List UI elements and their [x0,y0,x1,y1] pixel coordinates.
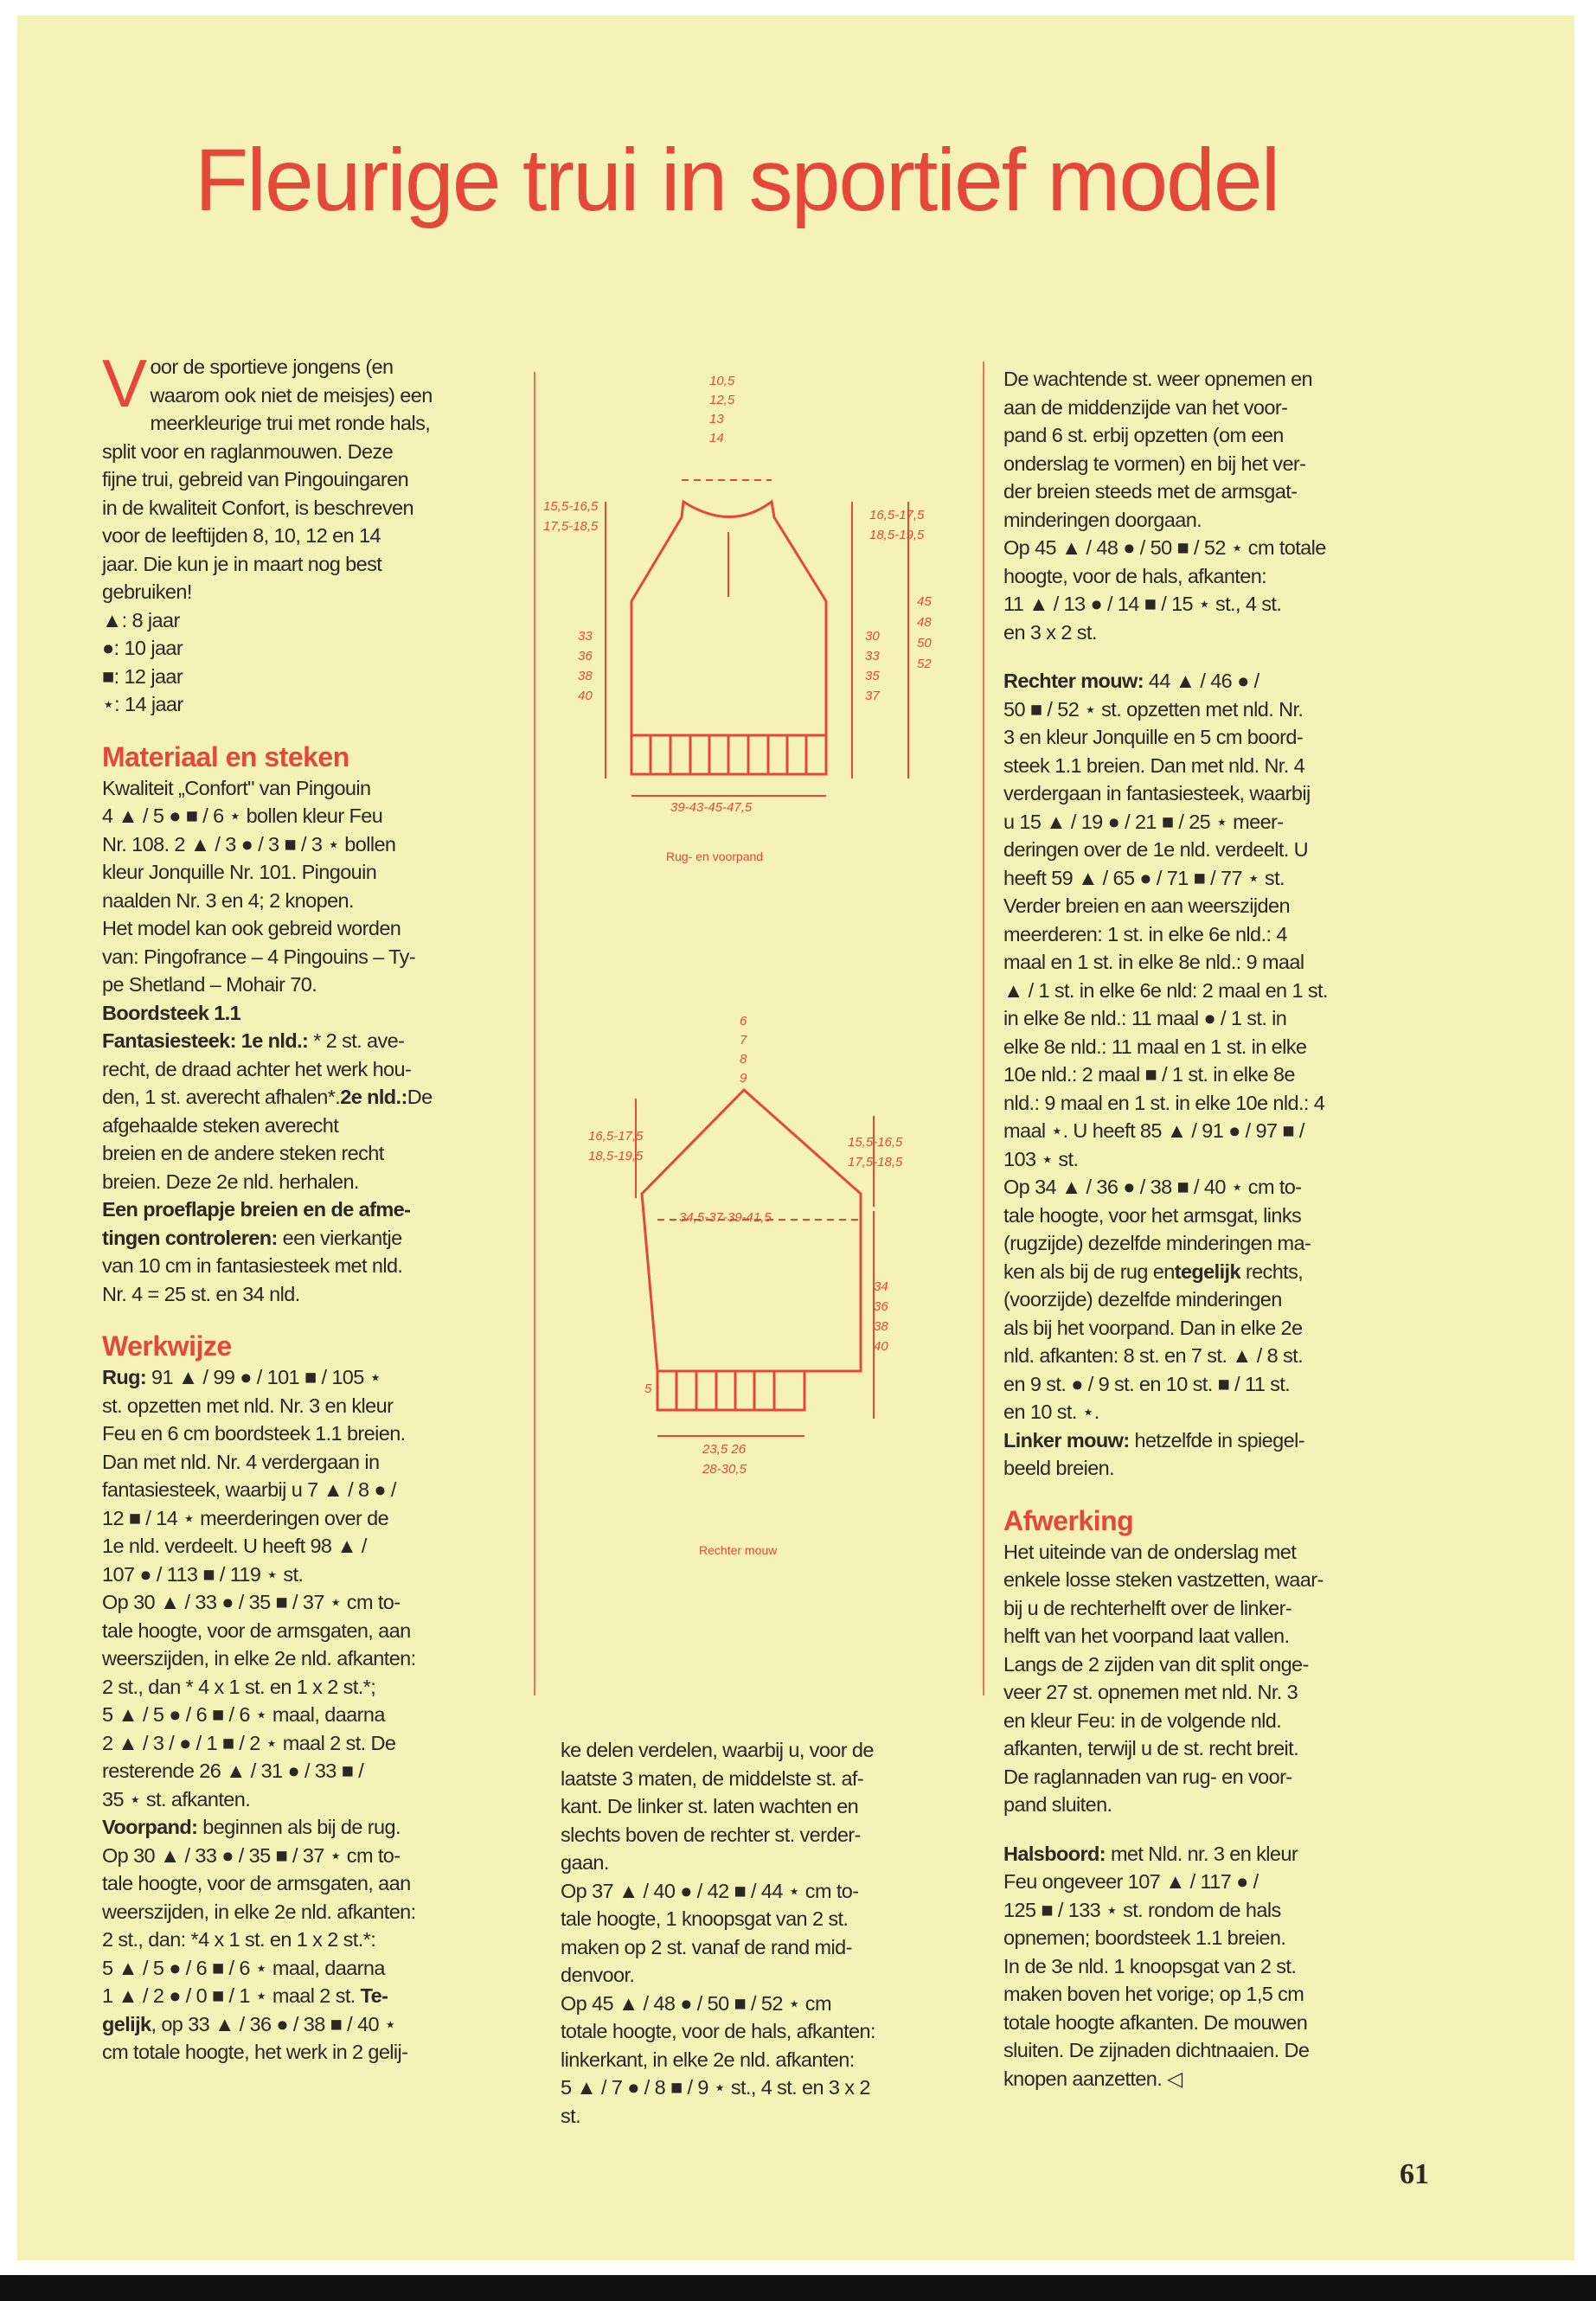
sleeve-top-label-1: 6 [740,1014,747,1029]
text-line: oor de sportieve jongens (en [150,356,394,378]
sleeve-width-label: 34,5-37-39-41,5 [679,1210,772,1225]
body-top-label-4: 14 [709,431,724,445]
body-top-label-2: 12,5 [709,393,735,407]
text-line: 107 ● / 113 ■ / 119 ⋆ st. [102,1562,304,1586]
text-line: en kleur Feu: in de volgende nld. [1003,1708,1282,1732]
sleeve-right-label-2: 17,5-18,5 [848,1155,903,1170]
sleeve-height-4: 40 [874,1339,888,1354]
text-line: ken als bij de rug en [1003,1259,1175,1283]
tegelijk-label: Te- [360,1984,388,2007]
text-line: In de 3e nld. 1 knoopsgat van 2 st. [1003,1954,1297,1977]
text-line: meerderen: 1 st. in elke 6e nld.: 4 [1003,922,1287,945]
text-line: 11 ▲ / 13 ● / 14 ■ / 15 ⋆ st., 4 st. [1003,593,1282,615]
text-line: weerszijden, in elke 2e nld. afkanten: [102,1900,416,1923]
sleeve-top-label-2: 7 [740,1033,747,1048]
body-right-height-1: 30 [865,629,880,644]
text-line: 3 en kleur Jonquille en 5 cm boord- [1003,726,1304,748]
drop-cap: V [102,345,147,421]
text-line: pe Shetland – Mohair 70. [102,973,317,996]
text-line: Het uiteinde van de onderslag met [1003,1540,1297,1563]
text-line: onderslag te vormen) en bij het ver- [1003,452,1306,475]
text-line: De wachtende st. weer opnemen en [1003,368,1313,390]
sleeve-cuff-label: 5 [644,1381,652,1396]
body-top-label-3: 13 [709,412,724,426]
text-line: Kwaliteit „Confort" van Pingouin [102,776,371,799]
text-line: Dan met nld. Nr. 4 verdergaan in [102,1450,380,1473]
text-line: steek 1.1 breien. Dan met nld. Nr. 4 [1003,753,1305,777]
text-line: recht, de draad achter het werk hou- [102,1057,412,1080]
text-line: bij u de rechterhelft over de linker- [1003,1596,1292,1619]
text-line: beeld breien. [1003,1457,1115,1479]
body-left-height-1: 33 [578,629,593,644]
text-line: Verder breien en aan weerszijden [1003,894,1290,917]
text-line: beginnen als bij de rug. [197,1816,401,1838]
text-line: kant. De linker st. laten wachten en [561,1795,859,1817]
text-line: pand sluiten. [1003,1793,1112,1816]
text-line: en 3 x 2 st. [1003,620,1097,644]
text-line: 35 ⋆ st. afkanten. [102,1787,251,1811]
sleeve-height-3: 38 [874,1319,888,1334]
text-line: split voor en raglanmouwen. Deze [102,439,394,463]
text-line: en 9 st. ● / 9 st. en 10 st. ■ / 11 st. [1003,1372,1291,1395]
text-line: Op 34 ▲ / 36 ● / 38 ■ / 40 ⋆ cm to- [1003,1176,1302,1198]
text-line: ▲ / 1 st. in elke 6e nld: 2 maal en 1 st. [1003,978,1328,1002]
text-line: ⋆: 14 jaar [102,693,183,715]
text-line: slechts boven de rechter st. verder- [561,1823,861,1846]
text-line: Nr. 4 = 25 st. en 34 nld. [102,1282,300,1305]
fantasie-2e-label: 2e nld.: [340,1086,407,1108]
body-left-height-2: 36 [578,649,593,663]
voorpand-label: Voorpand: [102,1816,198,1838]
text-line: nld. afkanten: 8 st. en 7 st. ▲ / 8 st. [1003,1344,1304,1367]
text-line: denvoor. [561,1964,635,1986]
text-line: (rugzijde) dezelfde minderingen ma- [1003,1232,1311,1254]
text-line: elke 8e nld.: 11 maal en 1 st. in elke [1003,1035,1307,1058]
text-line: 2 st., dan: *4 x 1 st. en 1 x 2 st.*: [102,1928,376,1951]
text-line: u 15 ▲ / 19 ● / 21 ■ / 25 ⋆ meer- [1003,810,1284,833]
page-title: Fleurige trui in sportief model [195,131,1279,229]
text-line: pand 6 st. erbij opzetten (om een [1003,424,1284,446]
text-line: De afgehaalde steken averecht [102,1086,433,1137]
text-line: kleur Jonquille Nr. 101. Pingouin [102,861,377,883]
body-top-label-1: 10,5 [709,374,735,388]
text-line: tale hoogte, voor het armsgat, links [1003,1203,1302,1227]
text-line: 125 ■ / 133 ⋆ st. rondom de hals [1003,1898,1281,1921]
boordsteek-label: Boordsteek 1.1 [102,1001,241,1024]
body-right-label-2: 18,5-19,5 [869,528,925,542]
text-line: laatste 3 maten, de middelste st. af- [561,1766,864,1790]
text-line: ■: 12 jaar [102,664,183,688]
body-height-3: 50 [917,636,932,651]
sleeve-bottom-label-2: 28-30,5 [702,1462,747,1477]
text-line: 5 ▲ / 7 ● / 8 ■ / 9 ⋆ st., 4 st. en 3 x 2 [561,2076,870,2099]
body-left-label-2: 17,5-18,5 [543,519,599,534]
text-line: aan de middenzijde van het voor- [1003,395,1288,419]
text-line: afkanten, terwijl u de st. recht breit. [1003,1737,1299,1759]
text-line: van: Pingofrance – 4 Pingouins – Ty- [102,945,416,968]
body-right-height-3: 35 [865,669,880,683]
text-line: hetzelfde in spiegel- [1129,1428,1304,1452]
text-line: 91 ▲ / 99 ● / 101 ■ / 105 ⋆ [146,1366,381,1388]
text-line: den, 1 st. averecht afhalen*. [102,1086,341,1108]
text-line: st. opzetten met nld. Nr. 3 en kleur [102,1394,394,1417]
text-line: Op 45 ▲ / 48 ● / 50 ■ / 52 ⋆ cm totale [1003,536,1326,559]
text-line: tale hoogte, voor de armsgaten, aan [102,1618,411,1642]
text-line: Op 30 ▲ / 33 ● / 35 ■ / 37 ⋆ cm to- [102,1591,401,1613]
sleeve-top-label-3: 8 [740,1052,747,1067]
text-line: fantasiesteek, waarbij u 7 ▲ / 8 ● / [102,1478,396,1501]
halsboord-label: Halsboord: [1003,1842,1106,1865]
sleeve-bottom-label-1: 23,5 26 [702,1442,747,1457]
text-line: 2 ▲ / 3 / ● / 1 ■ / 2 ⋆ maal 2 st. De [102,1731,396,1754]
text-line: (voorzijde) dezelfde minderingen [1003,1288,1282,1311]
body-right-height-4: 37 [865,689,880,703]
text-line: Op 45 ▲ / 48 ● / 50 ■ / 52 ⋆ cm [561,1991,831,2015]
text-line: heeft 59 ▲ / 65 ● / 71 ■ / 77 ⋆ st. [1003,866,1285,889]
body-left-height-4: 40 [578,689,593,703]
body-height-2: 48 [917,615,932,630]
text-line: rechts, [1240,1259,1304,1283]
text-line: breien. Deze 2e nld. herhalen. [102,1170,359,1193]
page-number: 61 [1400,2158,1429,2190]
sleeve-caption: Rechter mouw [699,1543,778,1557]
text-line: jaar. Die kun je in maart nog best [102,552,382,575]
materiaal-heading: Materiaal en steken [102,740,349,772]
voorpand-text: Voorpand: beginnen als bij de rug. Op 30 ▲ / 33 ● / 35 ■ / 37 ⋆ cm to- tale hoogte, voor de armsgaten, aan weerszijden, in elke 2e nld. afkanten: 2 st., dan: *4 x 1 st. en 1 x 2 st.*: 5 ▲ / 5 ● / 6 ■ / 6 ⋆ maal, daarna 1 ▲ / 2 ● / 0 ■ / 1 ⋆ maal 2 st. Te- gelijk, op 33 ▲ / 36 ● / 38 ■ / 40 ⋆ cm totale hoogte, het werk in 2 gelij- [102,1816,416,2063]
text-line: maal ⋆. U heeft 85 ▲ / 91 ● / 97 ■ / [1003,1119,1304,1142]
text-line: naalden Nr. 3 en 4; 2 knopen. [102,888,354,912]
text-line: 4 ▲ / 5 ● ■ / 6 ⋆ bollen kleur Feu [102,804,383,827]
proeflapje-label: Een proeflapje breien en de afme- tingen controleren: [102,1198,411,1249]
text-line: knopen aanzetten. ◁ [1003,2067,1183,2090]
text-line: totale hoogte, voor de hals, afkanten: [561,2020,875,2042]
body-height-4: 52 [917,657,932,671]
fantasiesteek-label: Fantasiesteek: 1e nld.: [102,1029,309,1052]
sleeve-height-2: 36 [874,1299,888,1314]
text-line: De raglannaden van rug- en voor- [1003,1765,1292,1788]
sleeve-left-label-2: 18,5-19,5 [588,1149,644,1163]
text-line: 5 ▲ / 5 ● / 6 ■ / 6 ⋆ maal, daarna [102,1956,385,1979]
text-line: sluiten. De zijnaden dichtnaaien. De [1003,2039,1310,2061]
body-diagram [606,480,908,796]
text-line: der breien steeds met de armsgat- [1003,480,1298,503]
text-line: gaan. [561,1851,609,1874]
text-line: 1e nld. verdeelt. U heeft 98 ▲ / [102,1535,367,1557]
text-line: voor de leeftijden 8, 10, 12 en 14 [102,524,381,547]
text-line: nld.: 9 maal en 1 st. in elke 10e nld.: 4 [1003,1091,1325,1114]
text-line: 1 ▲ / 2 ● / 0 ■ / 1 ⋆ maal 2 st. [102,1984,356,2007]
text-line: Langs de 2 zijden van dit split onge- [1003,1652,1309,1676]
afwerking-heading: Afwerking [1003,1504,1134,1536]
text-line: 44 ▲ / 46 ● / [1143,670,1259,692]
text-line: en 10 st. ⋆. [1003,1400,1099,1423]
text-line: verdergaan in fantasiesteek, waarbij [1003,782,1311,804]
sleeve-right-label-1: 15,5-16,5 [848,1135,903,1150]
text-line: hoogte, voor de hals, afkanten: [1003,564,1267,587]
text-line: fijne trui, gebreid van Pingouingaren [102,468,409,490]
text-line: tale hoogte, voor de armsgaten, aan [102,1872,411,1894]
sleeve-diagram [636,1090,874,1436]
text-line: 103 ⋆ st. [1003,1147,1079,1170]
body-width-label: 39-43-45-47,5 [670,800,753,815]
text-line: maal en 1 st. in elke 8e nld.: 9 maal [1003,951,1304,973]
sleeve-top-label-4: 9 [740,1071,747,1086]
body-caption: Rug- en voorpand [666,849,764,863]
text-line: een vierkantje [277,1226,402,1249]
text-line: waarom ook niet de meisjes) een [150,383,433,407]
text-line: 10e nld.: 2 maal ■ / 1 st. in elke 8e [1003,1063,1295,1086]
sleeve-left-label-1: 16,5-17,5 [588,1129,644,1144]
linker-mouw-label: Linker mouw: [1003,1428,1130,1452]
text-line: opnemen; boordsteek 1.1 breien. [1003,1926,1286,1949]
text-line: ▲: 8 jaar [102,608,180,631]
tegelijk-label: tegelijk [1174,1259,1240,1283]
text-line: als bij het voorpand. Dan in elke 2e [1003,1316,1303,1339]
text-line: veer 27 st. opnemen met nld. Nr. 3 [1003,1681,1298,1703]
text-line: Nr. 108. 2 ▲ / 3 ● / 3 ■ / 3 ⋆ bollen [102,832,396,856]
body-right-label-1: 16,5-17,5 [869,508,925,522]
text-line: Het model kan ook gebreid worden [102,917,401,939]
tegelijk-word: gelijk [102,2012,151,2035]
text-line: Op 30 ▲ / 33 ● / 35 ■ / 37 ⋆ cm to- [102,1843,401,1867]
text-line: van 10 cm in fantasiesteek met nld. [102,1254,403,1277]
text-line: 2 st., dan * 4 x 1 st. en 1 x 2 st.*; [102,1675,376,1698]
text-line: * 2 st. ave- [308,1029,405,1052]
text-line: breien en de andere steken recht [102,1142,384,1164]
text-line: in de kwaliteit Confort, is beschreven [102,496,413,519]
text-line: in elke 8e nld.: 11 maal ● / 1 st. in [1003,1007,1287,1029]
text-line: maken boven het vorige; op 1,5 cm [1003,1983,1304,2005]
text-line: maken op 2 st. vanaf de rand mid- [561,1935,852,1958]
text-line: totale hoogte afkanten. De mouwen [1003,2010,1308,2034]
text-line: Feu ongeveer 107 ▲ / 117 ● / [1003,1870,1259,1893]
body-right-height-2: 33 [865,649,880,663]
text-line: helft van het voorpand laat vallen. [1003,1625,1290,1647]
text-line: tale hoogte, 1 knoopsgat van 2 st. [561,1907,849,1930]
text-line: deringen over de 1e nld. verdeelt. U [1003,838,1309,861]
sleeve-height-1: 34 [874,1279,888,1294]
text-line: gebruiken! [102,580,192,603]
text-line: Feu en 6 cm boordsteek 1.1 breien. [102,1422,406,1445]
rechter-mouw-label: Rechter mouw: [1003,670,1144,692]
text-line: 50 ■ / 52 ⋆ st. opzetten met nld. Nr. [1003,697,1304,721]
text-line: met Nld. nr. 3 en kleur [1106,1842,1298,1865]
rug-label: Rug: [102,1366,147,1388]
text-line: 12 ■ / 14 ⋆ meerderingen over de [102,1506,389,1529]
text-line: weerszijden, in elke 2e nld. afkanten: [102,1647,416,1670]
text-line: meerkleurige trui met ronde hals, [150,412,431,434]
text-line: ●: 10 jaar [102,637,183,659]
text-line: enkele losse steken vastzetten, waar- [1003,1568,1324,1591]
text-line: minderingen doorgaan. [1003,508,1202,531]
text-line: ke delen verdelen, waarbij u, voor de [561,1739,874,1761]
text-line: resterende 26 ▲ / 31 ● / 33 ■ / [102,1759,364,1782]
body-left-label-1: 15,5-16,5 [543,499,599,514]
text-line: 5 ▲ / 5 ● / 6 ■ / 6 ⋆ maal, daarna [102,1703,385,1726]
werkwijze-heading: Werkwijze [102,1330,232,1362]
body-height-1: 45 [917,594,932,609]
text-line: Op 37 ▲ / 40 ● / 42 ■ / 44 ⋆ cm to- [561,1879,859,1902]
text-line: st. [561,2104,581,2127]
text-line: linkerkant, in elke 2e nld. afkanten: [561,2048,855,2071]
body-left-height-3: 38 [578,669,593,683]
